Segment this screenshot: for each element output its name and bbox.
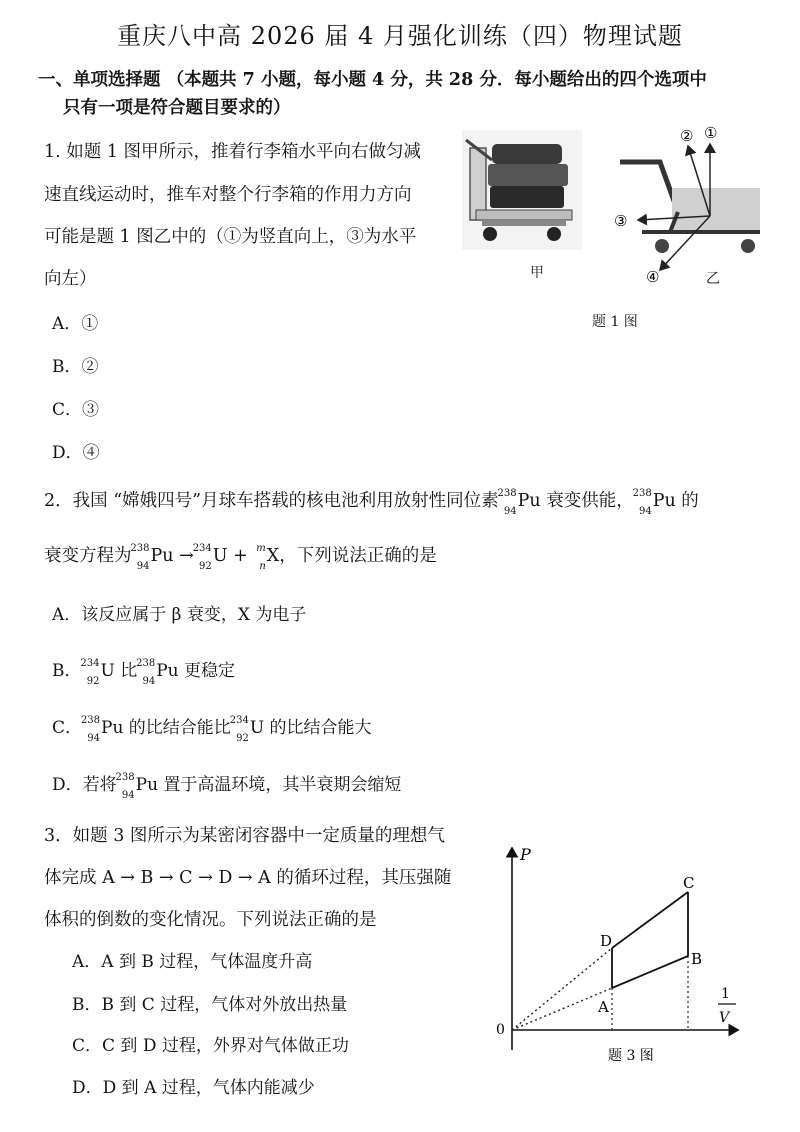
q2-option-c[interactable]: C． 238 94 Pu 的比结合能比 234 92 U 的比结合能大 — [52, 715, 372, 744]
q3-text-line2: 体完成 A → B → C → D → A 的循环过程，其压强随 — [44, 868, 452, 888]
page-title: 重庆八中高 2026 届 4 月强化训练（四）物理试题 — [117, 22, 683, 50]
isotope-pu: 238 94 — [130, 543, 150, 572]
q2-text-line2: 衰变方程为 238 94 Pu → 234 92 U + m n X，下列说法正确的是 — [44, 543, 437, 572]
point-d-label: D — [600, 932, 613, 950]
q2-text-a: 2．我国 “嫦娥四号”月球车搭载的核电池利用放射性同位素 — [44, 491, 499, 511]
cart-force-diagram — [608, 124, 778, 286]
q2-option-a[interactable]: A．该反应属于 β 衰变，X 为电子 — [52, 605, 307, 625]
luggage-cart-photo — [462, 130, 582, 250]
segment-cd — [612, 892, 688, 948]
q2-text-b: Pu 衰变供能， — [517, 491, 634, 511]
q1-text-line1: 1. 如题 1 图甲所示，推着行李箱水平向右做匀减 — [44, 142, 422, 162]
x-axis-label-den: V — [719, 1010, 730, 1026]
isotope-pu: 238 94 — [632, 488, 652, 517]
arrow-label-3: ③ — [614, 212, 628, 230]
fig1-caption: 题 1 图 — [592, 314, 638, 330]
q3-text-line3: 体积的倒数的变化情况。下列说法正确的是 — [44, 910, 377, 930]
pv-cycle-graph — [490, 838, 750, 1068]
section-header: 一、单项选择题 （本题共 7 小题，每小题 4 分，共 28 分．每小题给出的四个选项中 — [38, 70, 707, 90]
q3-text-line1: 3．如题 3 图所示为某密闭容器中一定质量的理想气 — [44, 826, 445, 846]
q1-option-b[interactable]: B．② — [52, 357, 99, 377]
q3-option-a[interactable]: A．A 到 B 过程，气体温度升高 — [72, 952, 313, 972]
x-axis-label-num: 1 — [721, 986, 730, 1002]
q1-option-a[interactable]: A．① — [52, 314, 99, 334]
arrow-label-2: ② — [680, 127, 694, 145]
fig3-caption: 题 3 图 — [608, 1048, 654, 1064]
q2-text-c: Pu 的 — [652, 491, 699, 511]
q3-option-d[interactable]: D．D 到 A 过程，气体内能减少 — [72, 1078, 315, 1098]
point-a-label: A — [598, 998, 609, 1016]
isotope-pu: 238 94 — [497, 488, 517, 517]
q1-option-c[interactable]: C．③ — [52, 400, 100, 420]
q1-text-line4: 向左） — [44, 269, 97, 289]
segment-ab — [612, 956, 688, 988]
fig1-label-yi: 乙 — [706, 271, 720, 287]
q2-text-line1 — [44, 487, 699, 517]
arrow-label-4: ④ — [646, 268, 660, 286]
isotope-u: 234 92 — [192, 543, 212, 572]
q1-option-d[interactable]: D．④ — [52, 443, 100, 463]
q3-option-b[interactable]: B．B 到 C 过程，气体对外放出热量 — [72, 995, 348, 1015]
point-b-label: B — [691, 950, 703, 968]
q2-option-d[interactable]: D．若将 238 94 Pu 置于高温环境，其半衰期会缩短 — [52, 772, 402, 801]
q1-text-line3: 可能是题 1 图乙中的（①为竖直向上，③为水平 — [44, 227, 417, 247]
isotope-x: m n — [256, 543, 266, 572]
fig1-label-jia: 甲 — [530, 265, 544, 281]
arrow-label-1: ① — [704, 124, 718, 142]
q1-text-line2: 速直线运动时，推车对整个行李箱的作用力方向 — [44, 185, 412, 205]
y-axis-label: P — [520, 845, 531, 864]
origin-label: 0 — [496, 1022, 505, 1038]
q3-option-c[interactable]: C．C 到 D 过程，外界对气体做正功 — [72, 1036, 349, 1056]
q2-option-b[interactable]: B． 234 92 U 比 238 94 Pu 更稳定 — [52, 658, 236, 687]
point-c-label: C — [683, 874, 695, 892]
section-header-cont: 只有一项是符合题目要求的） — [63, 98, 291, 118]
